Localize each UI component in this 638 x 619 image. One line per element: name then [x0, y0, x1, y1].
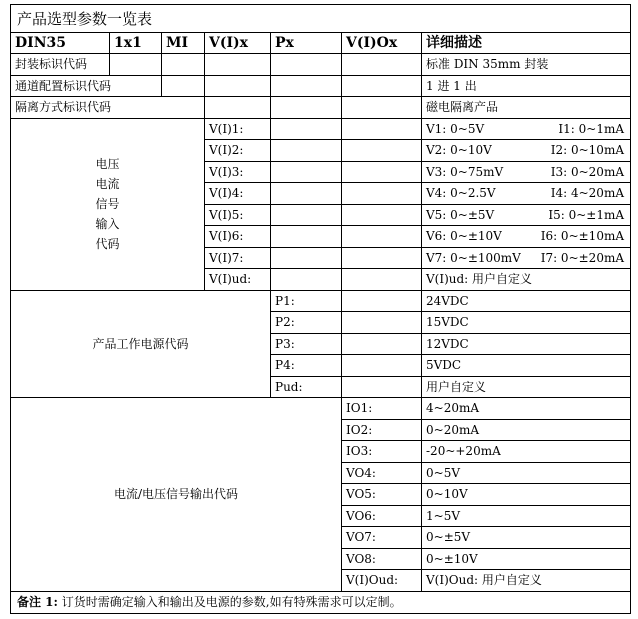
- input-row: [11, 118, 631, 140]
- row-label: 隔离方式标识代码: [11, 97, 205, 119]
- input-code: V(I)2:: [205, 140, 271, 162]
- input-code: V(I)7:: [205, 247, 271, 269]
- power-code: P1:: [271, 290, 342, 312]
- input-desc: V7: 0~±100mV I7: 0~±20mA: [422, 247, 631, 269]
- row-label: 封装标识代码: [11, 54, 110, 76]
- output-row: [11, 398, 631, 420]
- header-cell: MI: [162, 33, 205, 54]
- footnote-text: 订货时需确定输入和输出及电源的参数,如有特殊需求可以定制。: [61, 595, 402, 609]
- product-selection-table: [10, 4, 631, 614]
- header-cell: 1x1: [110, 33, 162, 54]
- output-desc: 0~±10V: [422, 548, 631, 570]
- output-group-label: 电流/电压信号输出代码: [11, 398, 342, 592]
- output-code: VO5:: [342, 484, 422, 506]
- input-code: V(I)6:: [205, 226, 271, 248]
- power-row: [11, 290, 631, 312]
- power-desc: 24VDC: [422, 290, 631, 312]
- output-desc: 1~5V: [422, 505, 631, 527]
- power-code: P3:: [271, 333, 342, 355]
- input-desc: V(I)ud: 用户自定义: [422, 269, 631, 291]
- output-desc: V(I)Oud: 用户自定义: [422, 570, 631, 592]
- footnote-label: 备注 1:: [17, 595, 58, 609]
- power-code: Pud:: [271, 376, 342, 398]
- row-label: 通道配置标识代码: [11, 75, 162, 97]
- output-code: VO8:: [342, 548, 422, 570]
- input-code: V(I)ud:: [205, 269, 271, 291]
- output-code: IO2:: [342, 419, 422, 441]
- output-code: IO3:: [342, 441, 422, 463]
- power-code: P4:: [271, 355, 342, 377]
- output-desc: -20~+20mA: [422, 441, 631, 463]
- header-row: [11, 33, 631, 54]
- input-group-label: 电压 电流 信号 输入 代码: [11, 118, 205, 290]
- power-desc: 用户自定义: [422, 376, 631, 398]
- spec-table-container: [10, 4, 630, 614]
- row-desc: 1 进 1 出: [422, 75, 631, 97]
- power-code: P2:: [271, 312, 342, 334]
- output-code: VO4:: [342, 462, 422, 484]
- header-cell: DIN35: [11, 33, 110, 54]
- input-desc: V1: 0~5V I1: 0~1mA: [422, 118, 631, 140]
- output-desc: 0~20mA: [422, 419, 631, 441]
- footnote: [11, 591, 631, 613]
- header-cell: 详细描述: [422, 33, 631, 54]
- row-desc: 标准 DIN 35mm 封装: [422, 54, 631, 76]
- power-desc: 12VDC: [422, 333, 631, 355]
- header-cell: V(I)Ox: [342, 33, 422, 54]
- header-cell: V(I)x: [205, 33, 271, 54]
- power-group-label: 产品工作电源代码: [11, 290, 271, 398]
- output-code: VO6:: [342, 505, 422, 527]
- output-desc: 0~10V: [422, 484, 631, 506]
- output-desc: 4~20mA: [422, 398, 631, 420]
- input-code: V(I)4:: [205, 183, 271, 205]
- table-row: [11, 54, 631, 76]
- input-desc: V2: 0~10V I2: 0~10mA: [422, 140, 631, 162]
- table-row: [11, 75, 631, 97]
- output-code: V(I)Oud:: [342, 570, 422, 592]
- note-row: [11, 591, 631, 613]
- input-desc: V3: 0~75mV I3: 0~20mA: [422, 161, 631, 183]
- input-desc: V5: 0~±5V I5: 0~±1mA: [422, 204, 631, 226]
- power-desc: 15VDC: [422, 312, 631, 334]
- input-code: V(I)1:: [205, 118, 271, 140]
- input-desc: V6: 0~±10V I6: 0~±10mA: [422, 226, 631, 248]
- row-desc: 磁电隔离产品: [422, 97, 631, 119]
- table-row: [11, 97, 631, 119]
- output-desc: 0~±5V: [422, 527, 631, 549]
- table-title: 产品选型参数一览表: [11, 5, 631, 33]
- output-code: VO7:: [342, 527, 422, 549]
- input-code: V(I)3:: [205, 161, 271, 183]
- output-desc: 0~5V: [422, 462, 631, 484]
- output-code: IO1:: [342, 398, 422, 420]
- header-cell: Px: [271, 33, 342, 54]
- power-desc: 5VDC: [422, 355, 631, 377]
- input-code: V(I)5:: [205, 204, 271, 226]
- input-desc: V4: 0~2.5V I4: 4~20mA: [422, 183, 631, 205]
